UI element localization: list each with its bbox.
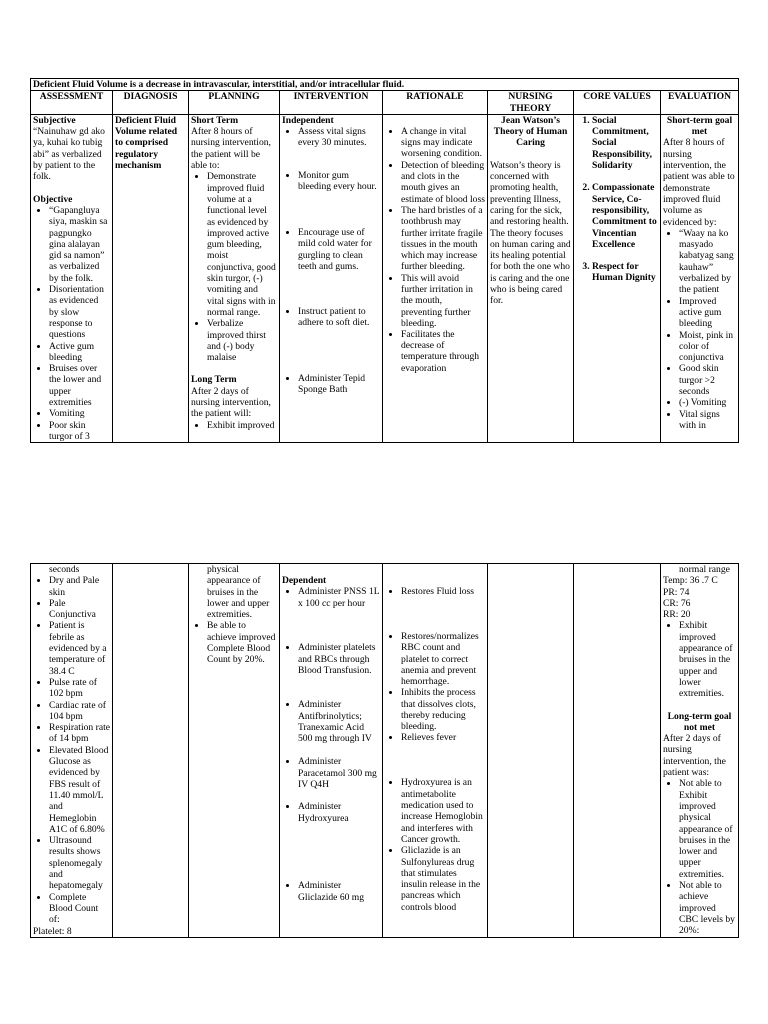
list-item: • Improved active gum bleeding (679, 296, 736, 330)
assessment-cell (31, 114, 113, 442)
list-item: • Detection of bleeding and clots in the mouth gives an estimate of blood loss (401, 160, 485, 205)
list-item: • (-) Vomiting (679, 397, 736, 408)
list-item: • Be able to achieve improved Complete Blood Count by 20%. (207, 620, 277, 665)
objective-label: Objective (33, 193, 73, 205)
list-item: • Not able to Exhibit improved physical appearance of bruises in the lower and upper extremities. (679, 778, 736, 880)
subjective-label: Subjective (33, 114, 76, 126)
list-item: • Elevated Blood Glucose as evidenced by FBS result of 11.40 mmol/L and Hemeglobin A1C of 6.80% (49, 745, 110, 835)
list-item: • Administer Antifbrinolytics; Tranexamic Acid 500 mg through IV (298, 699, 380, 756)
list-item: • Ultrasound results shows splenomegaly and hepatomegaly (49, 835, 110, 891)
list-item: 3. Respect for Human Dignity (592, 261, 658, 284)
header-planning: PLANNING (189, 91, 280, 115)
independent-label: Independent (282, 114, 334, 126)
list-item: 2. Compassionate Service, Co-responsibility, Commitment to Vincentian Excellence (592, 182, 658, 250)
list-item: • Administer Tepid Sponge Bath (298, 373, 380, 396)
long-term-goal-label: Long-term goal not met (667, 710, 732, 733)
list-item: • Assess vital signs every 30 minutes. (298, 126, 380, 170)
objective-list (33, 205, 110, 442)
planning-cell (189, 114, 280, 442)
vital-cr: CR: 76 (663, 597, 691, 609)
list-item: • Active gum bleeding (49, 341, 110, 364)
platelet-text: Platelet: 8 (33, 925, 72, 937)
list-item: • Not able to achieve improved CBC levels by 20%: (679, 880, 736, 936)
list-item: • Hydroxyurea is an antimetabolite medication used to increase Hemoglobin and interferes with Cancer growth. (401, 777, 485, 845)
list-item: • Exhibit improved (207, 420, 277, 431)
list-item: • A change in vital signs may indicate worsening condition. (401, 126, 485, 160)
planning-list (191, 620, 277, 665)
table-caption: Deficient Fluid Volume is a decrease in intravascular, interstitial, and/or intracellular fluid. (31, 79, 739, 91)
diagnosis-cell (113, 564, 189, 938)
rationale-list (385, 126, 485, 374)
short-term-text: After 8 hours of nursing intervention, the patient will be able to: (191, 126, 271, 172)
list-item: • Administer Gliclazide 60 mg (298, 880, 380, 903)
list-item: • Patient is febrile as evidenced by a temperature of 38.4 C (49, 620, 110, 676)
list-item: • Pulse rate of 102 bpm (49, 677, 110, 700)
header-rationale: RATIONALE (383, 91, 488, 115)
list-item: • Demonstrate improved fluid volume at a functional level as evidenced by improved active gum bleeding, moist conjunctiva, good skin turgor, (-) vomiting and vital signs with in normal range. (207, 171, 277, 318)
list-item: • Relieves fever (401, 732, 485, 777)
vital-rr: RR: 20 (663, 609, 691, 621)
list-item: • The hard bristles of a toothbrush may further irritate fragile tissues in the mouth which may increase further bleeding. (401, 205, 485, 273)
long-term-list (191, 420, 277, 431)
list-item: • Inhibits the process that dissolves clots, thereby reducing bleeding. (401, 687, 485, 732)
core-values-cell (574, 114, 661, 442)
vital-temp: Temp: 36 .7 C (663, 575, 718, 587)
list-item: • Encourage use of mild cold water for gurgling to clean teeth and gums. (298, 227, 380, 306)
list-item: • This will avoid further irritation in the mouth, preventing further bleeding. (401, 273, 485, 329)
rationale-cell (383, 114, 488, 442)
evaluation-cell (661, 114, 739, 442)
objective-list (33, 575, 110, 925)
theory-text: Watson’s theory is concerned with promoting health, preventing Illness, caring for the sick, and restoring health. The theory focuses on human caring and its healing potential for both the one who is caring and the one who is being cared for. (490, 159, 571, 307)
vital-pr: PR: 74 (663, 586, 690, 598)
core-values-cell (574, 564, 661, 938)
theory-cell (488, 564, 574, 938)
list-item: • Pale Conjunctiva (49, 598, 110, 621)
long-term-label: Long Term (191, 374, 237, 386)
list-item: • Poor skin turgor of 3 (49, 420, 110, 443)
list-item: • Vital signs with in (679, 409, 736, 432)
subjective-text: “Nainuhaw gd ako ya, kuhai ko tubig abi” as verbalized by patient to the folk. (33, 126, 105, 183)
theory-title: Jean Watson’s Theory of Human Caring (493, 114, 568, 149)
header-evaluation: EVALUATION (661, 91, 739, 115)
header-nursing-theory: NURSING THEORY (488, 91, 574, 115)
list-item: • Administer Hydroxyurea (298, 801, 380, 880)
theory-cell (488, 114, 574, 442)
intervention-cell (280, 114, 383, 442)
evaluation-list (663, 228, 736, 431)
evaluation-cell (661, 564, 739, 938)
assessment-continued-text: seconds (49, 564, 80, 575)
rationale-list (385, 586, 485, 913)
intervention-list (282, 586, 380, 903)
list-item: • Vomiting (49, 408, 110, 419)
intervention-cell (280, 564, 383, 938)
evaluation-text: After 8 hours of nursing intervention, the patient was able to demonstrate improved fluid volume as evidenced by: (663, 137, 735, 228)
care-plan-table (30, 78, 739, 443)
intervention-list (282, 126, 380, 396)
list-item: • “Waay na ko masyado kabatyag sang kauhaw” verbalized by the patient (679, 228, 736, 296)
short-term-list (191, 171, 277, 363)
list-item: • Monitor gum bleeding every hour. (298, 170, 380, 227)
list-item: • Exhibit improved appearance of bruises in the upper and lower extremities. (679, 620, 736, 699)
list-item: • Respiration rate of 14 bpm (49, 722, 110, 745)
long-term-eval-text: After 2 days of nursing intervention, the patient was: (663, 733, 726, 779)
list-item: • Restores Fluid loss (401, 586, 485, 631)
rationale-cell (383, 564, 488, 938)
core-values-list (576, 115, 658, 284)
list-item: • Gliclazide is an Sulfonylureas drug that stimulates insulin release in the pancreas which controls blood (401, 845, 485, 913)
evaluation-continued-text: normal range (679, 564, 730, 575)
list-item: • Facilitates the decrease of temperature through evaporation (401, 329, 485, 374)
list-item: • Complete Blood Count of: (49, 892, 110, 926)
list-item: • Restores/normalizes RBC count and platelet to correct anemia and prevent hemorrhage. (401, 631, 485, 687)
list-item: • Administer platelets and RBCs through Blood Transfusion. (298, 642, 380, 699)
header-intervention: INTERVENTION (280, 91, 383, 115)
list-item: • Disorientation as evidenced by slow response to questions (49, 284, 110, 340)
list-item: • Verbalize improved thirst and (-) body malaise (207, 318, 277, 363)
list-item: • Good skin turgor >2 seconds (679, 363, 736, 397)
header-core-values: CORE VALUES (574, 91, 661, 115)
evaluation-list (663, 620, 736, 699)
list-item: • Dry and Pale skin (49, 575, 110, 598)
short-term-goal-label: Short-term goal met (666, 114, 733, 138)
list-item: 1. Social Commitment, Social Responsibility, Solidarity (592, 115, 658, 171)
diagnosis-cell: Deficient Fluid Volume related to comprised regulatory mechanism (113, 114, 189, 442)
list-item: • Administer Paracetamol 300 mg IV Q4H (298, 756, 380, 801)
long-term-eval-list (663, 778, 736, 936)
list-item: • Bruises over the lower and upper extremities (49, 363, 110, 408)
long-term-text: After 2 days of nursing intervention, the patient will: (191, 385, 271, 420)
planning-continued-text: physical appearance of bruises in the lower and upper extremities. (207, 564, 270, 621)
list-item: • Instruct patient to adhere to soft diet. (298, 306, 380, 373)
list-item: • Cardiac rate of 104 bpm (49, 700, 110, 723)
header-assessment: ASSESSMENT (31, 91, 113, 115)
dependent-label: Dependent (282, 575, 327, 586)
care-plan-page-2 (30, 563, 738, 938)
list-item: • Moist, pink in color of conjunctiva (679, 330, 736, 364)
list-item: • “Gapangluya siya, maskin sa pagpungko gina alalayan gid sa namon” as verbalized by the folk. (49, 205, 110, 284)
short-term-label: Short Term (191, 114, 239, 126)
assessment-cell (31, 564, 113, 938)
planning-cell (189, 564, 280, 938)
care-plan-table-continued (30, 563, 739, 938)
header-diagnosis: DIAGNOSIS (113, 91, 189, 115)
care-plan-page-1 (30, 78, 738, 443)
list-item: • Administer PNSS 1L x 100 cc per hour (298, 586, 380, 642)
